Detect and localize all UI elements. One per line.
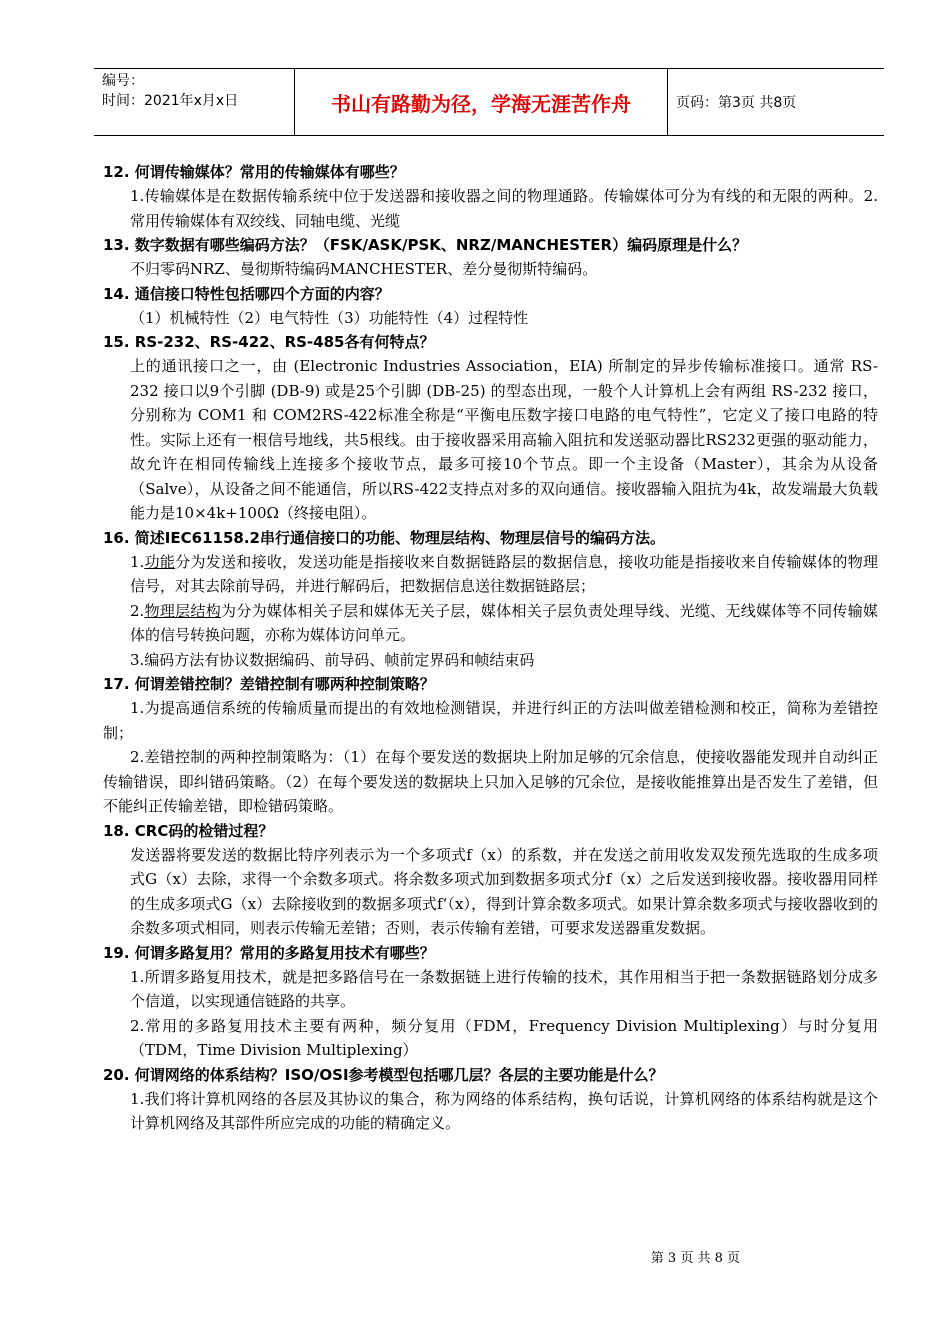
header-meta [94, 69, 294, 135]
question-12: 12. 何谓传输媒体？常用的传输媒体有哪些？ [103, 163, 405, 181]
answer-15: 上的通讯接口之一，由 (Electronic Industries Association，EIA) 所制定的异步传输标准接口。通常 RS-232 接口以9个引脚 (DB-9) 或是25个引脚 (DB-25) 的型态出现，一般个人计算机上会有两组 RS-232 接口，分别称为 COM1 和 COM2RS-422标准全称是“平衡电压数字接口电路的电气特性”，它定义了接口电路的特性。实际上还有一根信号地线，共5根线。由于接收器采用高输入阻抗和发送驱动器比RS232更强的驱动能力，故允许在相同传输线上连接多个接收节点，最多可接10个节点。即一个主设备（Master），其余为从设备（Salve），从设备之间不能通信，所以RS-422支持点对多的双向通信。接收器输入阻抗为4k，故发端最大负载能力是10×4k+100Ω（终接电阻）。 [130, 357, 878, 522]
page-footer: 第 3 页 共 8 页 [650, 1251, 740, 1266]
question-19: 19. 何谓多路复用？常用的多路复用技术有哪些？ [103, 943, 435, 962]
number-label: 编号： [102, 73, 144, 89]
answer-16-encoding: 3.编码方法有协议数据编码、前导码、帧前定界码和帧结束码 [130, 650, 535, 669]
answer-13: 不归零码NRZ、曼彻斯特编码MANCHESTER、差分曼彻斯特编码。 [130, 260, 598, 278]
document-body [103, 160, 878, 1136]
underlined-term-structure: 物理层结构 [144, 601, 222, 620]
question-14: 14. 通信接口特性包括哪四个方面的内容？ [103, 284, 390, 303]
answer-17-1: 1.为提高通信系统的传输质量而提出的有效地检测错误，并进行纠正的方法叫做差错检测和校正，简称为差错控制； [103, 699, 878, 742]
question-15: 15. RS-232、RS-422、RS-485各有何特点？ [103, 333, 435, 351]
answer-16-structure [103, 599, 878, 648]
answer-18: 发送器将要发送的数据比特序列表示为一个多项式f（x）的系数，并在发送之前用收发双发预先选取的生成多项式G（x）去除，求得一个余数多项式。将余数多项式加到数据多项式分f（x）之后发送到接收器。接收器用同样的生成多项式G（x）去除接收到的数据多项式f‘（x），得到计算余数多项式。如果计算余数多项式与接收器收到的余数多项式相同，则表示传输无差错；否则，表示传输有差错，可要求发送器重发数据。 [130, 845, 878, 937]
answer-20: 1.我们将计算机网络的各层及其协议的集合，称为网络的体系结构，换句话说，计算机网络的体系结构就是这个计算机网络及其部件所应完成的功能的精确定义。 [130, 1089, 878, 1132]
question-18: 18. CRC码的检错过程？ [103, 821, 274, 840]
question-17: 17. 何谓差错控制？差错控制有哪两种控制策略？ [103, 675, 435, 693]
answer-19-2: 2.常用的多路复用技术主要有两种，频分复用（FDM，Frequency Division Multiplexing）与时分复用（TDM，Time Division Multiplexing） [130, 1016, 878, 1059]
answer-14: （1）机械特性（2）电气特性（3）功能特性（4）过程特性 [130, 308, 529, 327]
answer-17-2: 2.差错控制的两种控制策略为：（1）在每个要发送的数据块上附加足够的冗余信息，使接收器能发现并自动纠正传输错误，即纠错码策略。（2）在每个要发送的数据块上只加入足够的冗余位，是接收能推算出是否发生了差错，但不能纠正传输差错，即检错码策略。 [103, 748, 878, 815]
answer-12: 1.传输媒体是在数据传输系统中位于发送器和接收器之间的物理通路。传输媒体可分为有线的和无限的两种。2.常用传输媒体有双绞线、同轴电缆、光缆 [130, 187, 878, 230]
answer-16-2-prefix: 2. [130, 601, 145, 620]
answer-16-1-text: 分为发送和接收，发送功能是指接收来自数据链路层的数据信息，接收功能是指接收来自传输媒体的物理信号，对其去除前导码，并进行解码后，把数据信息送往数据链路层； [130, 552, 878, 595]
answer-16-1-prefix: 1. [130, 552, 145, 571]
question-16: 16. 简述IEC61158.2串行通信接口的功能、物理层结构、物理层信号的编码方法。 [103, 528, 665, 547]
page-label: 页码：第3页 共8页 [676, 95, 797, 111]
page-header [94, 68, 884, 136]
question-13: 13. 数字数据有哪些编码方法？（FSK/ASK/PSK、NRZ/MANCHESTER）编码原理是什么？ [103, 236, 748, 254]
answer-16-function [103, 550, 878, 599]
motto: 书山有路勤为径，学海无涯苦作舟 [294, 69, 668, 135]
answer-16-2-text: 为分为媒体相关子层和媒体无关子层，媒体相关子层负责处理导线、光缆、无线媒体等不同传输媒体的信号转换问题，亦称为媒体访问单元。 [130, 601, 878, 644]
time-label: 时间：2021年x月x日 [102, 93, 239, 109]
answer-19-1: 1.所谓多路复用技术，就是把多路信号在一条数据链上进行传输的技术，其作用相当于把一条数据链路划分成多个信道，以实现通信链路的共享。 [130, 967, 878, 1010]
underlined-term-function: 功能 [144, 552, 176, 571]
question-20: 20. 何谓网络的体系结构？ISO/OSI参考模型包括哪几层？各层的主要功能是什么？ [103, 1065, 664, 1084]
